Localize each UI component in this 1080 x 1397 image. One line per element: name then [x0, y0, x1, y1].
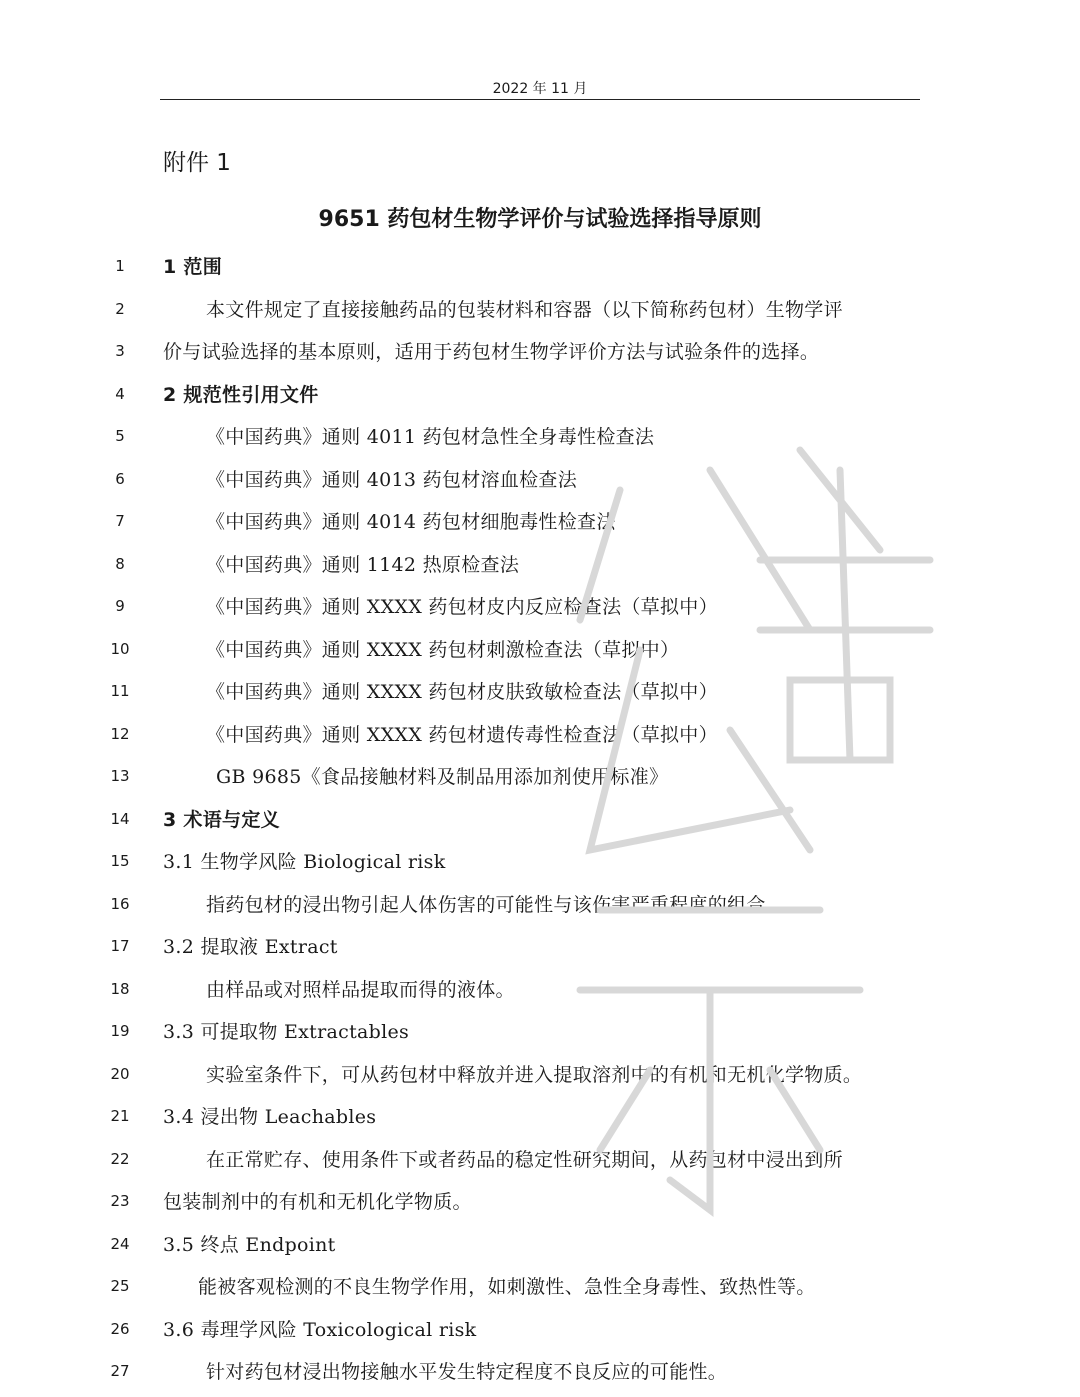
line-text: 《中国药典》通则 4014 药包材细胞毒性检查法	[206, 511, 616, 533]
line-text: 《中国药典》通则 XXXX 药包材皮肤致敏检查法（草拟中）	[206, 681, 718, 703]
document-line	[0, 628, 1080, 671]
document-line	[0, 1010, 1080, 1053]
line-number: 8	[115, 554, 125, 573]
line-number: 1	[115, 257, 125, 275]
document-line	[0, 1180, 1080, 1223]
line-number: 12	[110, 724, 130, 743]
header-date: 2022 年 11 月	[492, 81, 588, 97]
line-text: 本文件规定了直接接触药品的包装材料和容器（以下简称药包材）生物学评	[206, 298, 843, 321]
line-text: 针对药包材浸出物接触水平发生特定程度不良反应的可能性。	[206, 1361, 728, 1383]
line-number: 17	[110, 937, 130, 955]
document-line	[0, 755, 1080, 798]
line-text: 3.2 提取液 Extract	[163, 936, 338, 958]
line-number: 25	[110, 1277, 130, 1295]
document-line	[0, 1265, 1080, 1308]
line-number: 3	[115, 342, 125, 360]
line-text: 3.4 浸出物 Leachables	[163, 1106, 377, 1128]
document-line	[0, 245, 1080, 288]
line-text: 包装制剂中的有机和无机化学物质。	[163, 1191, 472, 1213]
document-line	[0, 713, 1080, 756]
line-number: 11	[110, 682, 130, 700]
line-number: 9	[115, 597, 125, 615]
line-number: 23	[110, 1192, 130, 1210]
document-line	[0, 543, 1080, 586]
line-number: 5	[115, 427, 125, 445]
line-number: 21	[110, 1107, 130, 1125]
line-number: 26	[110, 1319, 130, 1338]
document-line	[0, 500, 1080, 543]
section-heading: 3 术语与定义	[163, 808, 280, 831]
attachment-label: 附件 1	[163, 150, 231, 176]
line-list	[0, 245, 1080, 1393]
line-text: 价与试验选择的基本原则，适用于药包材生物学评价方法与试验条件的选择。	[163, 341, 820, 363]
document-title: 9651 药包材生物学评价与试验选择指导原则	[318, 207, 762, 232]
line-text: 3.1 生物学风险 Biological risk	[163, 851, 446, 873]
line-text: 《中国药典》通则 XXXX 药包材皮内反应检查法（草拟中）	[206, 596, 718, 618]
line-text: 指药包材的浸出物引起人体伤害的可能性与该伤害严重程度的组合。	[206, 893, 786, 916]
line-number: 10	[110, 639, 130, 658]
document-line	[0, 1095, 1080, 1138]
header-rule	[160, 99, 920, 100]
document-line	[0, 373, 1080, 416]
line-number: 19	[110, 1022, 130, 1040]
section-heading: 1 范围	[163, 256, 223, 278]
line-number: 16	[110, 894, 130, 913]
line-text: 3.3 可提取物 Extractables	[163, 1021, 410, 1043]
line-number: 18	[110, 979, 130, 998]
line-number: 7	[115, 512, 125, 530]
document-line	[0, 925, 1080, 968]
document-line	[0, 330, 1080, 373]
line-text: 能被客观检测的不良生物学作用，如刺激性、急性全身毒性、致热性等。	[198, 1276, 816, 1298]
document-line	[0, 288, 1080, 331]
line-text: 《中国药典》通则 1142 热原检查法	[206, 553, 520, 576]
document-line	[0, 1308, 1080, 1351]
document-line	[0, 968, 1080, 1011]
line-number: 15	[110, 852, 130, 870]
line-text: GB 9685《食品接触材料及制品用添加剂使用标准》	[216, 766, 669, 788]
document-line	[0, 840, 1080, 883]
line-number: 2	[115, 299, 125, 318]
line-text: 由样品或对照样品提取而得的液体。	[206, 978, 515, 1001]
line-number: 4	[115, 384, 125, 403]
line-number: 20	[110, 1064, 130, 1083]
line-text: 实验室条件下，可从药包材中释放并进入提取溶剂中的有机和无机化学物质。	[206, 1063, 863, 1086]
document-line	[0, 1223, 1080, 1266]
document-line	[0, 670, 1080, 713]
document-line	[0, 798, 1080, 841]
line-text: 《中国药典》通则 XXXX 药包材遗传毒性检查法（草拟中）	[206, 723, 718, 746]
line-number: 27	[110, 1362, 130, 1380]
line-number: 14	[110, 809, 130, 828]
line-text: 《中国药典》通则 4011 药包材急性全身毒性检查法	[206, 426, 655, 448]
section-heading: 2 规范性引用文件	[163, 383, 319, 406]
document-line	[0, 883, 1080, 926]
document-line	[0, 415, 1080, 458]
line-text: 《中国药典》通则 4013 药包材溶血检查法	[206, 468, 578, 491]
line-number: 6	[115, 469, 125, 488]
line-number: 22	[110, 1149, 130, 1168]
line-text: 3.5 终点 Endpoint	[163, 1233, 336, 1256]
line-number: 24	[110, 1234, 130, 1253]
line-text: 在正常贮存、使用条件下或者药品的稳定性研究期间，从药包材中浸出到所	[206, 1148, 843, 1171]
document-line	[0, 1350, 1080, 1393]
line-text: 《中国药典》通则 XXXX 药包材刺激检查法（草拟中）	[206, 638, 680, 661]
line-number: 13	[110, 767, 130, 785]
document-line	[0, 1053, 1080, 1096]
document-line	[0, 585, 1080, 628]
line-text: 3.6 毒理学风险 Toxicological risk	[163, 1318, 477, 1341]
document-line	[0, 458, 1080, 501]
document-line	[0, 1138, 1080, 1181]
